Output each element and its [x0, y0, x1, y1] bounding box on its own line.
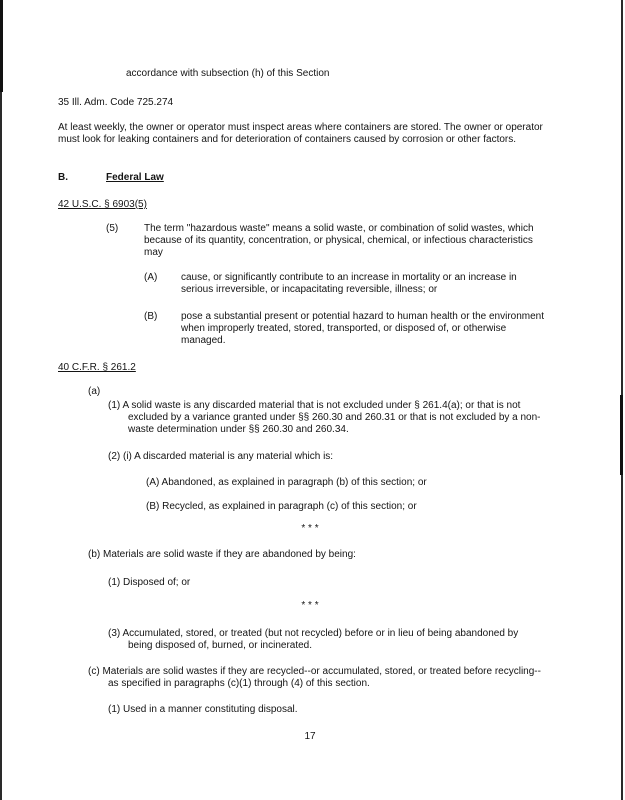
- scan-left-edge: [0, 0, 2, 800]
- cfr-citation: 40 C.F.R. § 261.2: [58, 362, 136, 373]
- iac-citation: 35 Ill. Adm. Code 725.274: [58, 97, 174, 108]
- usc-citation: 42 U.S.C. § 6903(5): [58, 199, 147, 210]
- usc-5-text: The term "hazardous waste" means a solid waste, or combination of solid wastes, which because of its quantity, concentration, or physical, chemical, or infectious characteristics may: [144, 223, 534, 258]
- scan-left-mark: [0, 0, 3, 92]
- cfr-b3-paragraph: (3) Accumulated, stored, or treated (but not recycled) before or in lieu of being abandoned by being disposed of, burned, or incinerated.: [108, 628, 519, 651]
- cfr-b-paragraph: (b) Materials are solid waste if they are abandoned by being:: [88, 549, 356, 560]
- cfr-a1-paragraph: (1) A solid waste is any discarded material that is not excluded under § 261.4(a); or that is not excluded by a variance granted under §§ 260.30 and 260.31 or that is not excluded by a non-waste determination under §§ 260.30 and 260.34.: [108, 400, 541, 435]
- continuation-line: accordance with subsection (h) of this Section: [126, 68, 330, 79]
- cfr-c1-paragraph: (1) Used in a manner constituting disposal.: [108, 704, 298, 715]
- ellipsis-separator: * * *: [301, 523, 319, 534]
- cfr-a2A-paragraph: (A) Abandoned, as explained in paragraph (b) of this section; or: [146, 477, 427, 488]
- page-number: 17: [304, 731, 316, 742]
- ellipsis-separator: * * *: [301, 600, 319, 611]
- cfr-a-label: (a): [88, 386, 101, 397]
- scan-right-mark: [620, 395, 623, 475]
- cfr-a2-paragraph: (2) (i) A discarded material is any material which is:: [108, 451, 334, 462]
- cfr-c-paragraph: (c) Materials are solid wastes if they are recycled--or accumulated, stored, or treated before recycling--as specified in paragraphs (c)(1) through (4) of this section.: [88, 666, 541, 689]
- cfr-a2B-paragraph: (B) Recycled, as explained in paragraph (c) of this section; or: [146, 501, 417, 512]
- usc-a-text: cause, or significantly contribute to an increase in mortality or an increase in serious irreversible, or incapacitating reversible, illness; or: [181, 272, 517, 295]
- section-b-title: Federal Law: [106, 172, 164, 183]
- section-b-letter: B.: [58, 172, 68, 183]
- usc-b-text: pose a substantial present or potential hazard to human health or the environment when improperly treated, stored, transported, or disposed of, or otherwise managed.: [181, 311, 545, 346]
- iac-paragraph: At least weekly, the owner or operator must inspect areas where containers are stored. The owner or operator must look for leaking containers and for deterioration of containers caused by corrosion or other factors.: [58, 122, 543, 145]
- usc-a-number: (A): [144, 272, 158, 283]
- cfr-b1-paragraph: (1) Disposed of; or: [108, 577, 191, 588]
- usc-5-number: (5): [106, 223, 119, 234]
- usc-b-number: (B): [144, 311, 158, 322]
